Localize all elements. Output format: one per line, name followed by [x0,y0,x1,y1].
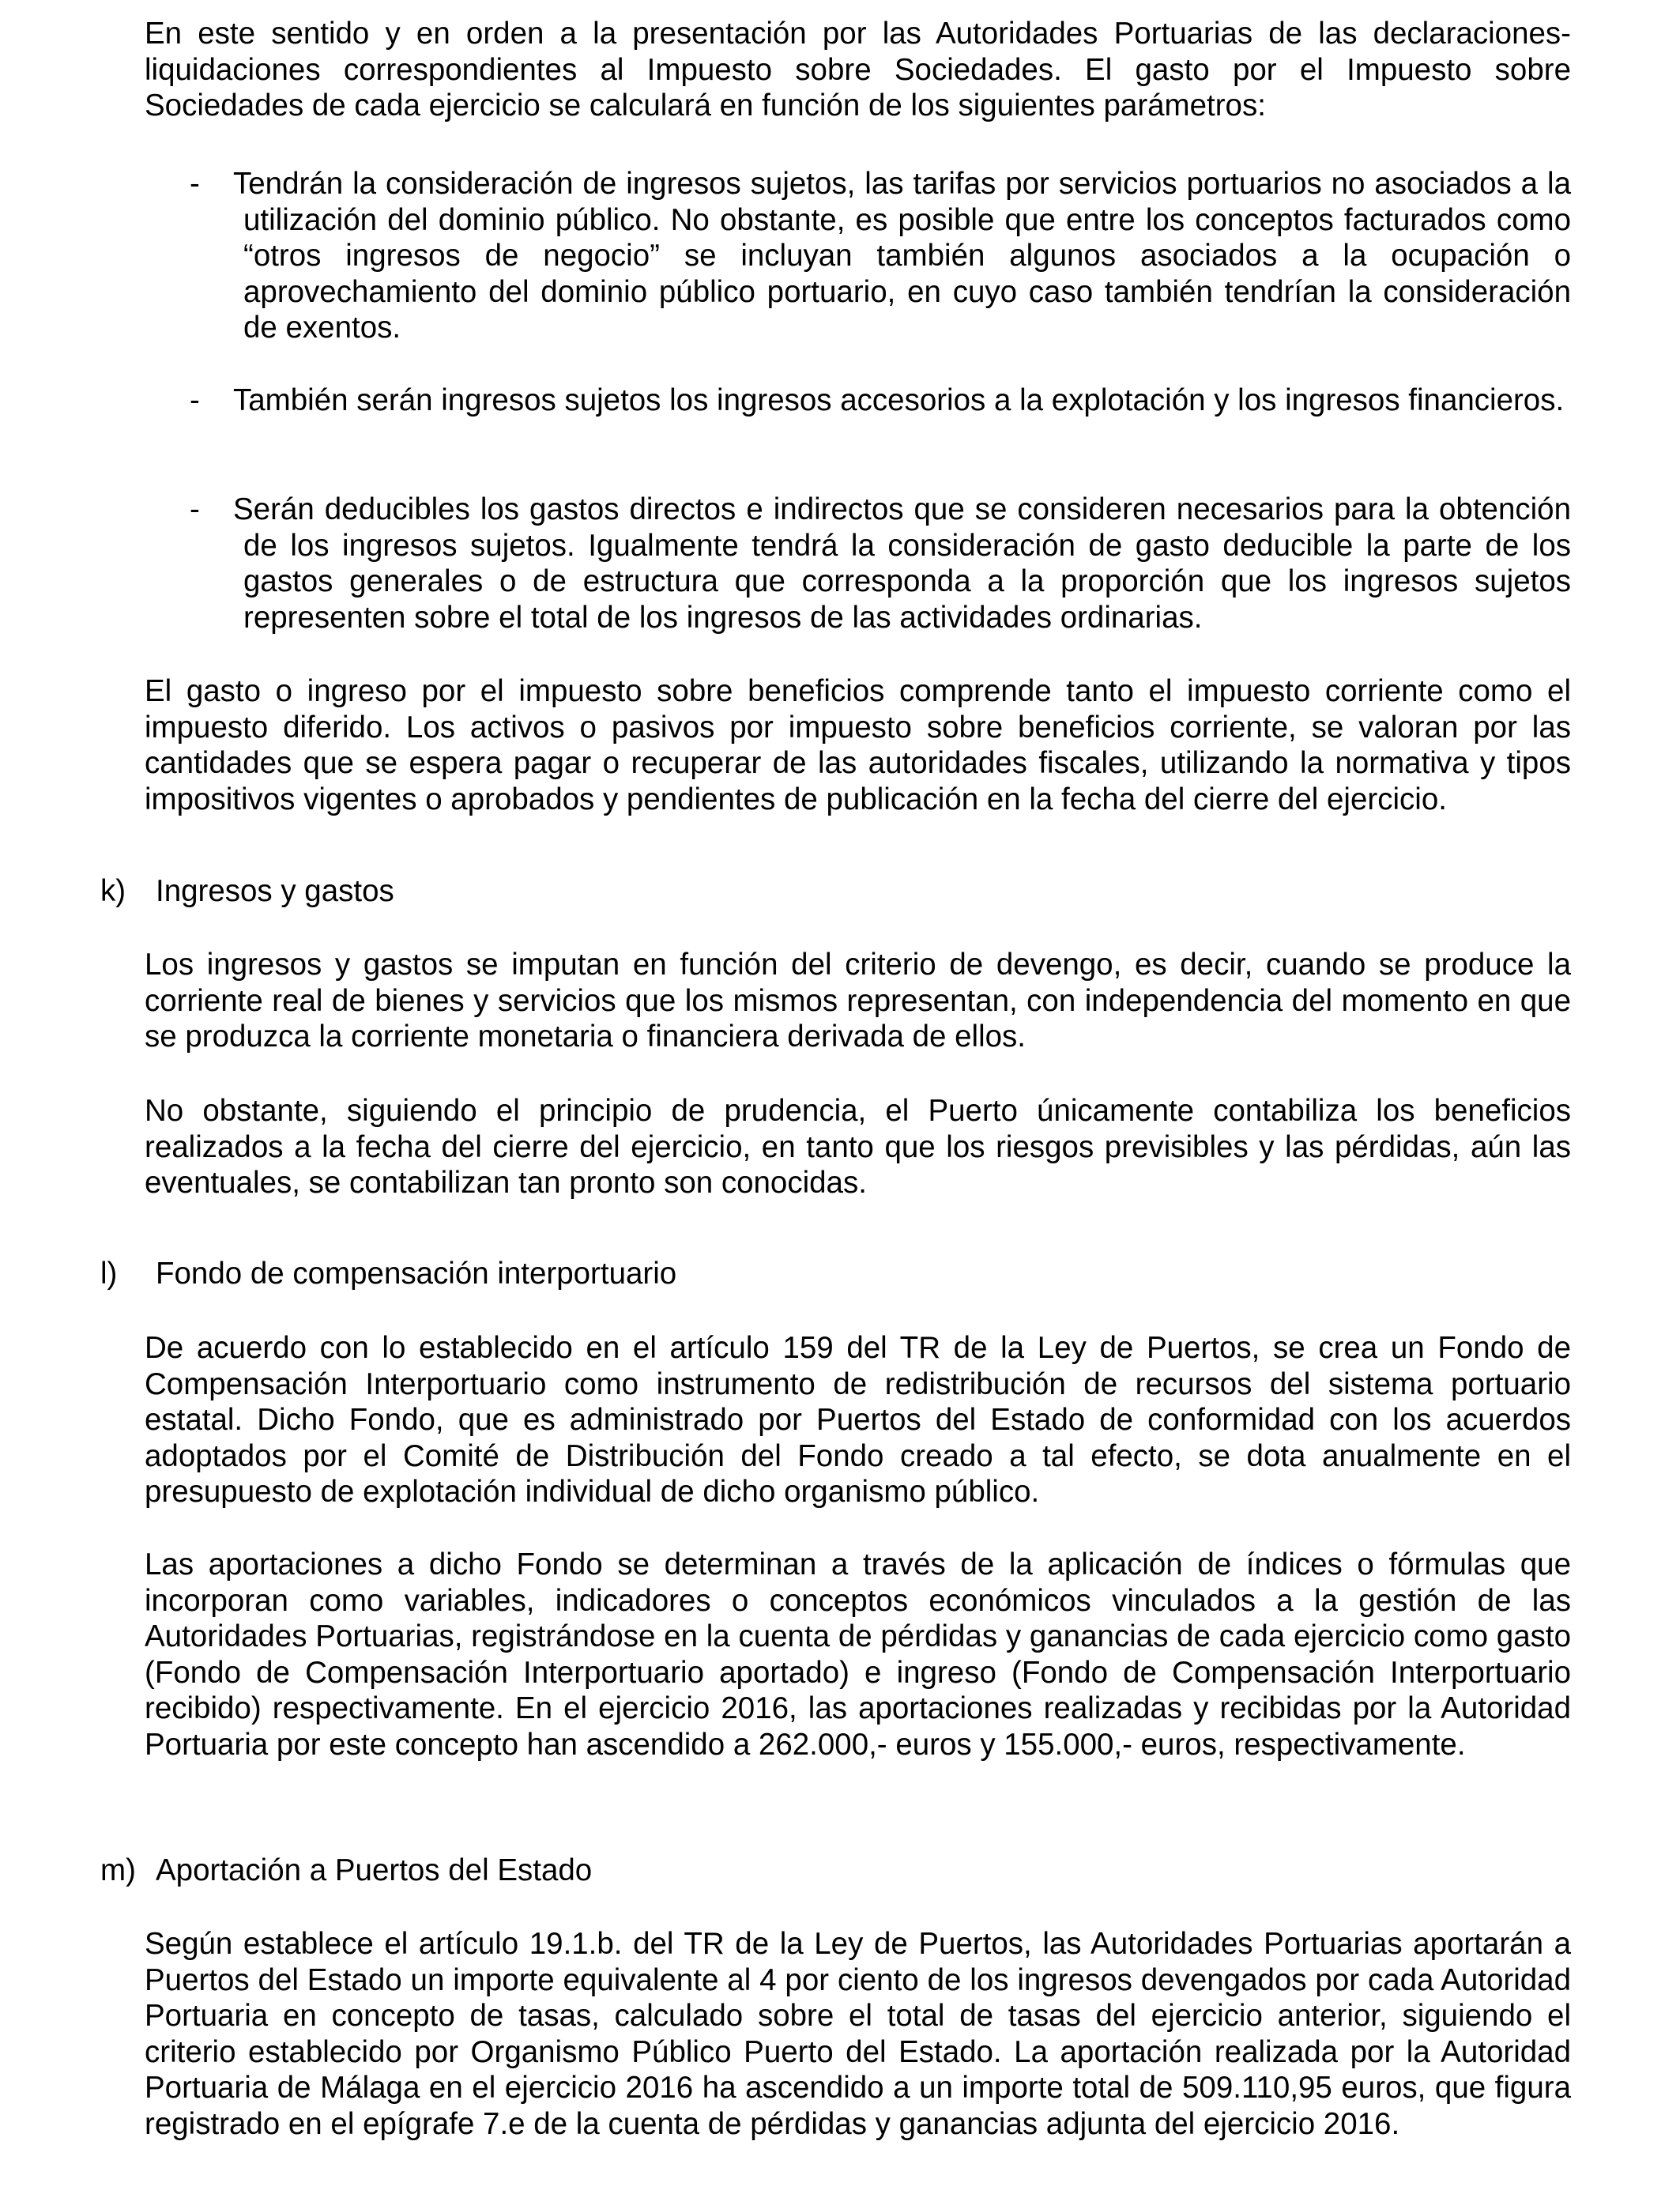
bullet-dash: - [190,492,200,526]
section-letter: m) [100,1853,136,1887]
section-k-paragraph-1: Los ingresos y gastos se imputan en función del criterio de devengo, es decir, cuando se produce la corriente real de bienes y servicios que los mismos representan, con independencia del momento en que se produzca la corriente monetaria o financiera derivada de ellos. [145,948,1571,1054]
section-heading-k [100,873,394,910]
section-m-paragraph-1: Según establece el artículo 19.1.b. del TR de la Ley de Puertos, las Autoridades Portuarias aportarán a Puertos del Estado un importe equivalente al 4 por ciento de los ingresos devengados por cada Autoridad Portuaria en concepto de tasas, calculado sobre el total de tasas del ejercicio anterior, siguiendo el criterio establecido por Organismo Público Puerto del Estado. La aportación realizada por la Autoridad Portuaria de Málaga en el ejercicio 2016 ha ascendido a un importe total de 509.110,95 euros, que figura registrado en el epígrafe 7.e de la cuenta de pérdidas y ganancias adjunta del ejercicio 2016. [145,1927,1571,2141]
section-title: Aportación a Puertos del Estado [156,1853,593,1887]
section-heading-l [100,1256,676,1292]
list-item [190,383,1571,419]
section-letter: k) [100,874,126,908]
list-item [190,492,1571,635]
bullet-text: Serán deducibles los gastos directos e indirectos que se consideren necesarios para la obtención de los ingresos sujetos. Igualmente tendrá la consideración de gasto deducible la parte de los gastos generales o de estructura que corresponda a la proporción que los ingresos sujetos representen sobre el total de los ingresos de las actividades ordinarias. [233,492,1571,635]
section-l-paragraph-1: De acuerdo con lo establecido en el artículo 159 del TR de la Ley de Puertos, se crea un Fondo de Compensación Interportuario como instrumento de redistribución de recursos del sistema portuario estatal. Dicho Fondo, que es administrado por Puertos del Estado de conformidad con los acuerdos adoptados por el Comité de Distribución del Fondo creado a tal efecto, se dota anualmente en el presupuesto de explotación individual de dicho organismo público. [145,1331,1571,1509]
section-title: Fondo de compensación interportuario [156,1257,677,1291]
section-letter: l) [100,1257,118,1291]
bullet-dash: - [190,383,200,417]
bullet-text: Tendrán la consideración de ingresos sujetos, las tarifas por servicios portuarios no asociados a la utilización del dominio público. No obstante, es posible que entre los conceptos facturados como “otros ingresos de negocio” se incluyan también algunos asociados a la ocupación o aprovechamiento del dominio público portuario, en cuyo caso también tendrían la consideración de exentos. [233,167,1571,345]
tax-paragraph: El gasto o ingreso por el impuesto sobre beneficios comprende tanto el impuesto corriente como el impuesto diferido. Los activos o pasivos por impuesto sobre beneficios corriente, se valoran por las cantidades que se espera pagar o recuperar de las autoridades fiscales, utilizando la normativa y tipos impositivos vigentes o aprobados y pendientes de publicación en la fecha del cierre del ejercicio. [145,674,1571,816]
section-k-paragraph-2: No obstante, siguiendo el principio de prudencia, el Puerto únicamente contabiliza los beneficios realizados a la fecha del cierre del ejercicio, en tanto que los riesgos previsibles y las pérdidas, aún las eventuales, se contabilizan tan pronto son conocidas. [145,1094,1571,1200]
section-heading-m [100,1853,592,1889]
intro-paragraph: En este sentido y en orden a la presentación por las Autoridades Portuarias de las declaraciones-liquidaciones correspondientes al Impuesto sobre Sociedades. El gasto por el Impuesto sobre Sociedades de cada ejercicio se calculará en función de los siguientes parámetros: [145,17,1571,123]
section-l-paragraph-2: Las aportaciones a dicho Fondo se determinan a través de la aplicación de índices o fórmulas que incorporan como variables, indicadores o conceptos económicos vinculados a la gestión de las Autoridades Portuarias, registrándose en la cuenta de pérdidas y ganancias de cada ejercicio como gasto (Fondo de Compensación Interportuario aportado) e ingreso (Fondo de Compensación Interportuario recibido) respectivamente. En el ejercicio 2016, las aportaciones realizadas y recibidas por la Autoridad Portuaria por este concepto han ascendido a 262.000,- euros y 155.000,- euros, respectivamente. [145,1547,1571,1762]
bullet-text: También serán ingresos sujetos los ingresos accesorios a la explotación y los ingresos financieros. [233,383,1565,417]
section-title: Ingresos y gastos [156,874,394,908]
bullet-dash: - [190,167,200,201]
list-item [190,166,1571,346]
